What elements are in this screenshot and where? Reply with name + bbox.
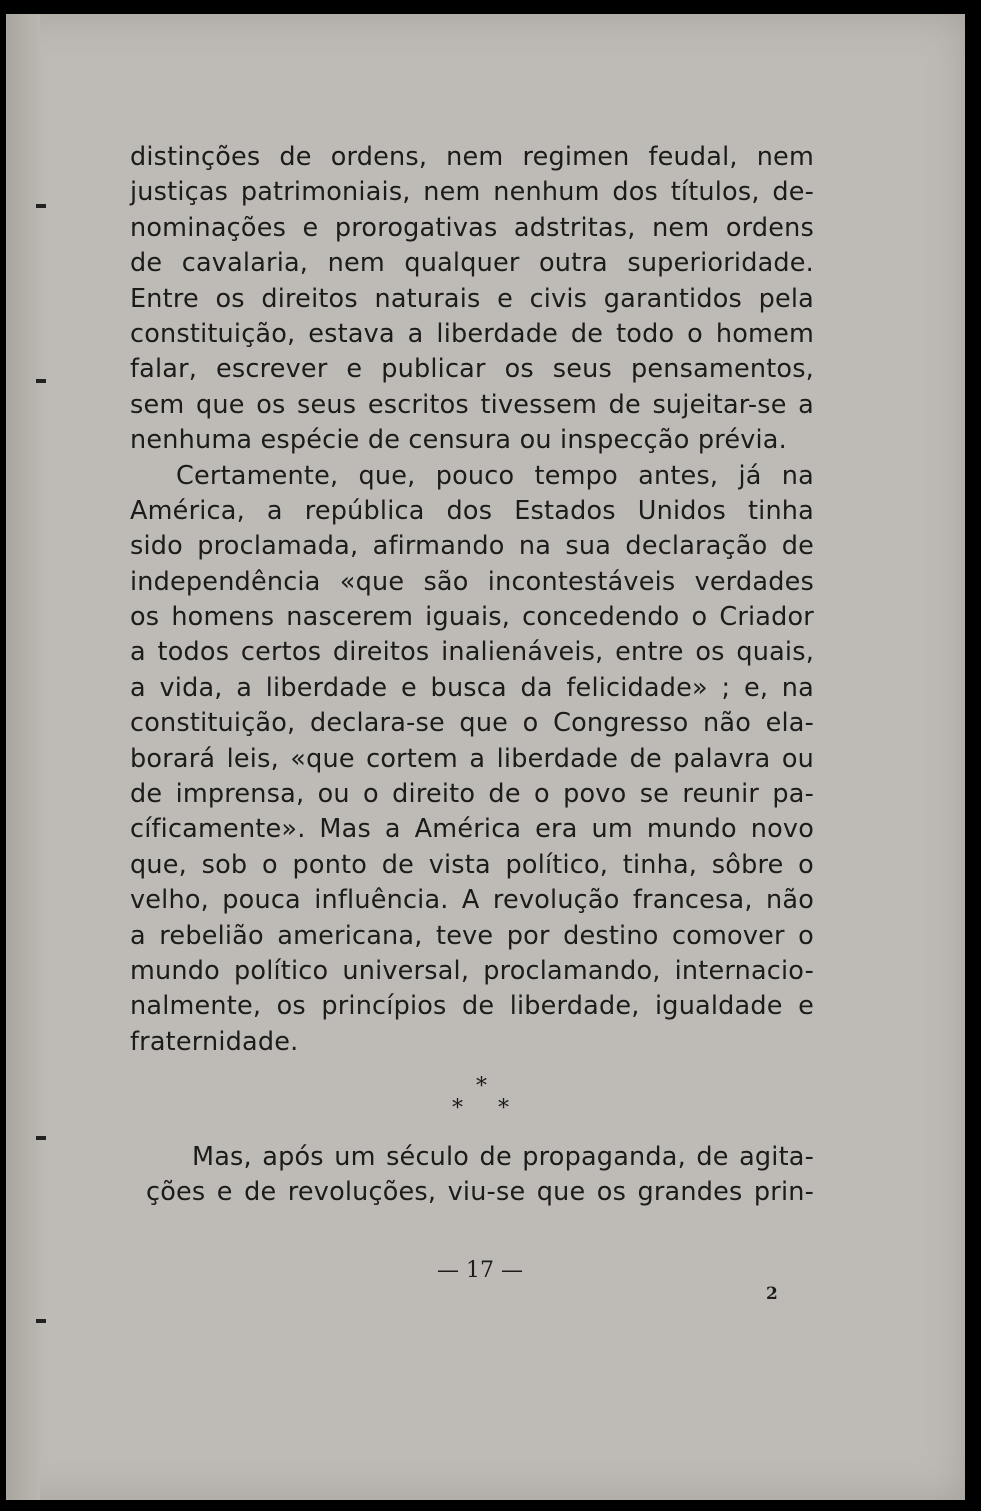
text-line: distinções de ordens, nem regimen feudal, nem xyxy=(130,142,814,172)
text-line: sem que os seus escritos tivessem de sujeitar-se a xyxy=(130,389,814,420)
body-paragraphs xyxy=(130,140,814,1060)
binding-edge xyxy=(6,14,40,1500)
page-number: — 17 — xyxy=(437,1258,523,1283)
text-line: independência «que são incontestáveis verdades xyxy=(130,566,814,597)
text-line: a todos certos direitos inalienáveis, entre os quais, xyxy=(130,637,814,668)
text-line: Mas, após um século de propaganda, de agita- xyxy=(192,1142,814,1172)
text-line: Entre os direitos naturais e civis garantidos pela xyxy=(130,283,814,314)
signature-mark: 2 xyxy=(766,1284,778,1304)
text-line: os homens nascerem iguais, concedendo o Criador xyxy=(130,602,814,633)
binding-stitch xyxy=(36,379,46,383)
text-line: borará leis, «que cortem a liberdade de palavra ou xyxy=(130,743,814,774)
text-line: justiças patrimoniais, nem nenhum dos títulos, de- xyxy=(130,177,814,208)
asterisk: * xyxy=(476,1074,487,1099)
text-line: falar, escrever e publicar os seus pensamentos, xyxy=(130,354,814,385)
text-line: de cavalaria, nem qualquer outra superioridade. xyxy=(130,248,814,279)
binding-stitch xyxy=(36,1319,46,1323)
text-line: velho, pouca influência. A revolução francesa, não xyxy=(130,885,814,916)
next-paragraph xyxy=(146,1140,814,1211)
asterisk: * xyxy=(498,1096,509,1121)
binding-stitch xyxy=(36,1136,46,1140)
asterisk: * xyxy=(452,1096,463,1121)
section-break-asterism xyxy=(442,1074,522,1134)
text-line: nenhuma espécie de censura ou inspecção prévia. xyxy=(130,425,787,456)
binding-stitch xyxy=(36,204,46,208)
text-line: nominações e prorogativas adstritas, nem ordens xyxy=(130,212,814,243)
text-line: nalmente, os princípios de liberdade, igualdade e xyxy=(130,991,814,1022)
text-line: ções e de revoluções, viu-se que os grandes prin- xyxy=(146,1177,814,1208)
text-line: a vida, a liberdade e busca da felicidade» ; e, na xyxy=(130,672,814,703)
text-line: fraternidade. xyxy=(130,1026,299,1057)
text-line: que, sob o ponto de vista político, tinha, sôbre o xyxy=(130,849,814,880)
text-line: Certamente, que, pouco tempo antes, já na xyxy=(176,460,814,491)
text-line: mundo político universal, proclamando, internacio- xyxy=(130,955,814,986)
text-line: cíficamente». Mas a América era um mundo novo xyxy=(130,814,814,845)
text-line: sido proclamada, afirmando na sua declaração de xyxy=(130,531,814,562)
text-line: constituição, estava a liberdade de todo o homem xyxy=(130,318,814,349)
text-line: América, a república dos Estados Unidos tinha xyxy=(130,495,814,526)
text-line: de imprensa, ou o direito de o povo se reunir pa- xyxy=(130,779,814,810)
text-line: constituição, declara-se que o Congresso não ela- xyxy=(130,708,814,739)
text-line: a rebelião americana, teve por destino comover o xyxy=(130,920,814,951)
